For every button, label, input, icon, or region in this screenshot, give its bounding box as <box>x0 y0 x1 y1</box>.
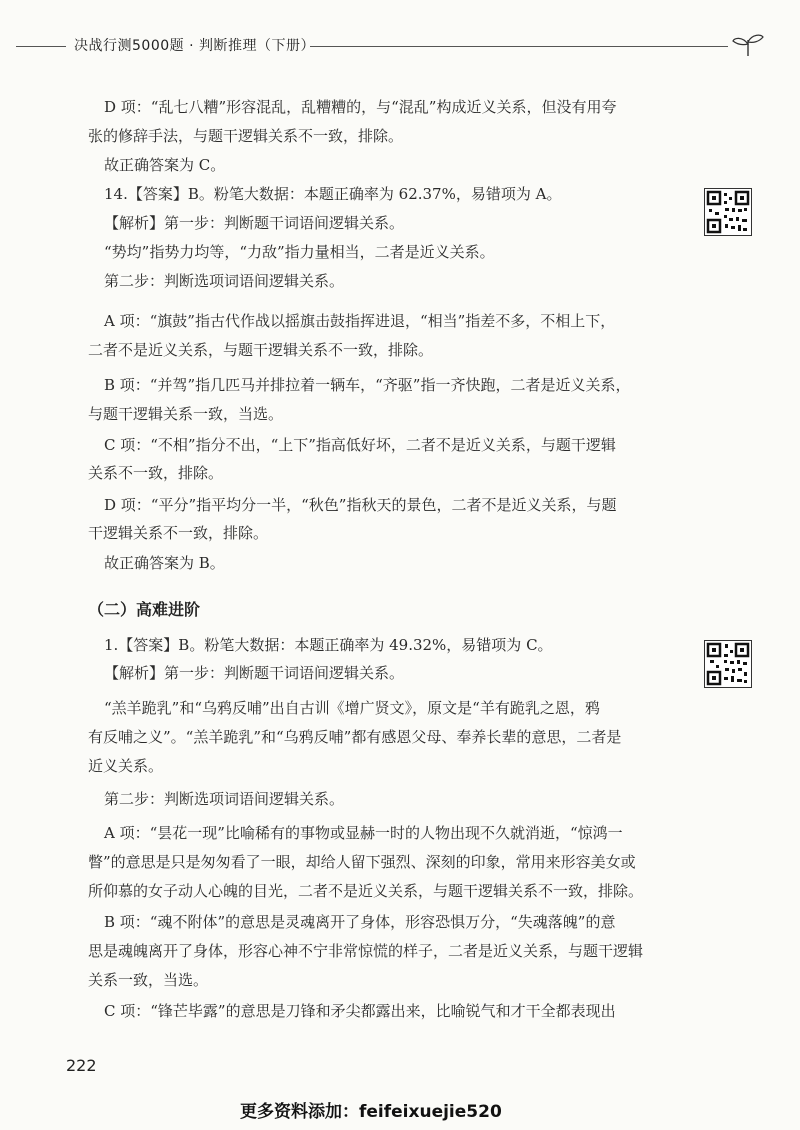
text-line: 关系一致，当选。 <box>88 971 209 989</box>
text-line: 关系不一致，排除。 <box>88 464 224 482</box>
text-line: D 项：“乱七八糟”形容混乱，乱糟糟的，与“混乱”构成近义关系，但没有用夸 <box>104 98 617 116</box>
text-line: A 项：“昙花一现”比喻稀有的事物或显赫一时的人物出现不久就消逝，“惊鸿一 <box>104 824 623 842</box>
header-rule-left <box>16 46 66 47</box>
text-line: D 项：“平分”指平均分一半，“秋色”指秋天的景色，二者不是近义关系，与题 <box>104 496 617 514</box>
qr-code-icon[interactable] <box>704 188 752 236</box>
text-line: 第二步：判断选项词语间逻辑关系。 <box>104 272 345 290</box>
footer-note: 更多资料添加：feifeixuejie520 <box>240 1102 502 1122</box>
text-line: C 项：“不相”指分不出，“上下”指高低好坏，二者不是近义关系，与题干逻辑 <box>104 436 616 454</box>
text-line: 瞥”的意思是只是匆匆看了一眼，却给人留下强烈、深刻的印象，常用来形容美女或 <box>88 853 636 871</box>
text-line: 与题干逻辑关系一致，当选。 <box>88 405 284 423</box>
analysis-line: 【解析】第一步：判断题干词语间逻辑关系。 <box>104 214 405 232</box>
text-line: B 项：“魂不附体”的意思是灵魂离开了身体，形容恐惧万分，“失魂落魄”的意 <box>104 913 616 931</box>
text-line: 张的修辞手法，与题干逻辑关系不一致，排除。 <box>88 127 404 145</box>
answer-line: 1.【答案】B。粉笔大数据：本题正确率为 49.32%，易错项为 C。 <box>104 636 553 654</box>
text-line: C 项：“锋芒毕露”的意思是刀锋和矛尖都露出来，比喻锐气和才干全都表现出 <box>104 1002 616 1020</box>
text-line: 思是魂魄离开了身体，形容心神不宁非常惊慌的样子，二者是近义关系，与题干逻辑 <box>88 942 644 960</box>
text-line: 有反哺之义”。“羔羊跪乳”和“乌鸦反哺”都有感恩父母、奉养长辈的意思，二者是 <box>88 728 622 746</box>
analysis-line: 【解析】第一步：判断题干词语间逻辑关系。 <box>104 664 405 682</box>
text-line: 第二步：判断选项词语间逻辑关系。 <box>104 790 345 808</box>
qr-code-icon[interactable] <box>704 640 752 688</box>
text-line: 故正确答案为 C。 <box>104 156 226 174</box>
text-line: A 项：“旗鼓”指古代作战以摇旗击鼓指挥进退，“相当”指差不多，不相上下， <box>104 312 616 330</box>
sprout-icon <box>728 32 768 58</box>
text-line: 干逻辑关系不一致，排除。 <box>88 524 269 542</box>
text-line: B 项：“并驾”指几匹马并排拉着一辆车，“齐驱”指一齐快跑，二者是近义关系， <box>104 376 631 394</box>
text-line: 近义关系。 <box>88 757 164 775</box>
text-line: “势均”指势力均等，“力敌”指力量相当，二者是近义关系。 <box>104 243 495 261</box>
section-title: （二）高难进阶 <box>88 600 201 619</box>
header-title: 决战行测5000题 · 判断推理（下册） <box>74 38 315 54</box>
text-line: 故正确答案为 B。 <box>104 554 225 572</box>
page-number: 222 <box>66 1056 97 1075</box>
text-line: 二者不是近义关系，与题干逻辑关系不一致，排除。 <box>88 341 434 359</box>
running-header <box>0 32 800 60</box>
header-rule-right <box>310 46 728 47</box>
text-line: 所仰慕的女子动人心魄的目光，二者不是近义关系，与题干逻辑关系不一致，排除。 <box>88 882 644 900</box>
answer-line: 14.【答案】B。粉笔大数据：本题正确率为 62.37%，易错项为 A。 <box>104 185 562 203</box>
text-line: “羔羊跪乳”和“乌鸦反哺”出自古训《增广贤文》，原文是“羊有跪乳之恩，鸦 <box>104 699 600 717</box>
